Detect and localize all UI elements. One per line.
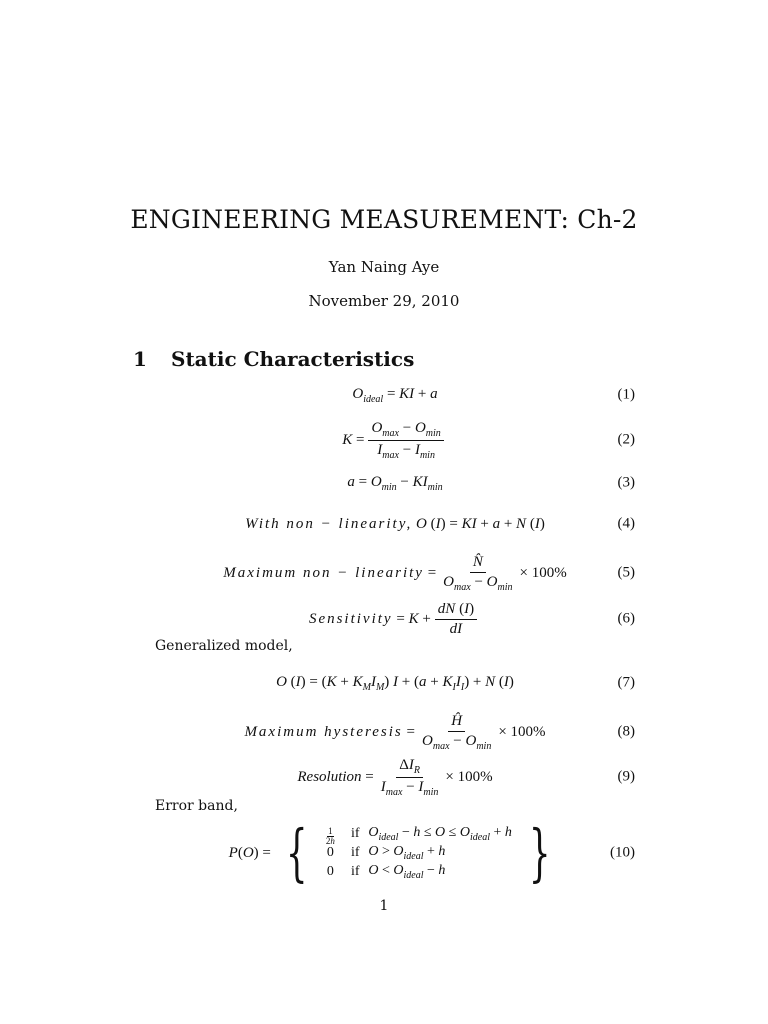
paper-title: ENGINEERING MEASUREMENT: Ch-2: [130, 205, 638, 234]
equation-number: (3): [617, 474, 635, 491]
right-brace: }: [528, 816, 551, 889]
paper-date: November 29, 2010: [308, 292, 460, 310]
equation-number: (9): [617, 768, 635, 785]
equation-label: Maximum non − linearity: [223, 564, 424, 581]
paragraph-generalized: Generalized model,: [155, 638, 293, 654]
equation-8: Maximum hysteresis = $\frac{Ĥ}{O_{max} - O_{min}}$ × 100% (8): [244, 712, 635, 752]
section-heading: [133, 347, 414, 371]
equation-number: (7): [617, 674, 635, 691]
section-title: Static Characteristics: [171, 347, 415, 371]
equation-10: P(O) = { $\frac{1}{2h}$ if $O_{ideal} - h \le O \le O_{ideal} + h$ 0 if $O > O_{ideal} + h$ 0 if $O < O_{ideal} - h$ } (10): [228, 816, 635, 889]
case-if: if: [351, 826, 360, 841]
page-number: 1: [379, 898, 389, 914]
equation-number: (5): [617, 564, 635, 581]
equation-9: Resolution = $\frac{\Delta I_R}{I_{max} - I_{min}}$ × 100% (9): [297, 756, 635, 798]
paragraph-errorband: Error band,: [155, 798, 238, 814]
equation-1: $O_{ideal}$ = KI + a (1): [352, 385, 635, 405]
equation-label: With non − linearity,: [245, 515, 413, 532]
equation-label: Sensitivity: [308, 610, 393, 627]
equation-number: (1): [617, 386, 635, 403]
equation-number: (6): [617, 610, 635, 627]
left-brace: {: [285, 816, 308, 889]
equation-2: K = $\frac{O_{max} - O_{min}}{I_{max} - I_{min}}$ (2): [342, 419, 635, 461]
author-name: Yan Naing Aye: [328, 258, 440, 276]
equation-number: (2): [617, 431, 635, 448]
case-if: if: [351, 845, 360, 860]
equation-7: O $(I) = (K + K_MI_M)$ $I + (a + K_II_I) + N$ (I) (7): [276, 673, 635, 693]
equation-number: (8): [617, 723, 635, 740]
section-number: 1: [133, 347, 147, 371]
equation-3: $a = O_{min} - KI_{min}$ (3): [347, 473, 635, 493]
equation-label: Resolution: [297, 768, 362, 785]
equation-tail: × 100%: [498, 723, 546, 740]
equation-number: (4): [617, 515, 635, 532]
equation-label: Maximum hysteresis: [244, 723, 403, 740]
equation-tail: × 100%: [519, 564, 567, 581]
equation-5: Maximum non − linearity = $\frac{N̂}{O_{max} - O_{min}}$ × 100% (5): [223, 553, 635, 593]
equation-tail: × 100%: [445, 768, 493, 785]
case-if: if: [351, 864, 360, 879]
equation-4: With non − linearity, O (I) = KI + a + N (I) (4): [245, 515, 635, 532]
equation-number: (10): [610, 844, 635, 861]
equation-6: Sensitivity = K + $\frac{dN (I)}{dI}$ (6): [308, 600, 635, 637]
